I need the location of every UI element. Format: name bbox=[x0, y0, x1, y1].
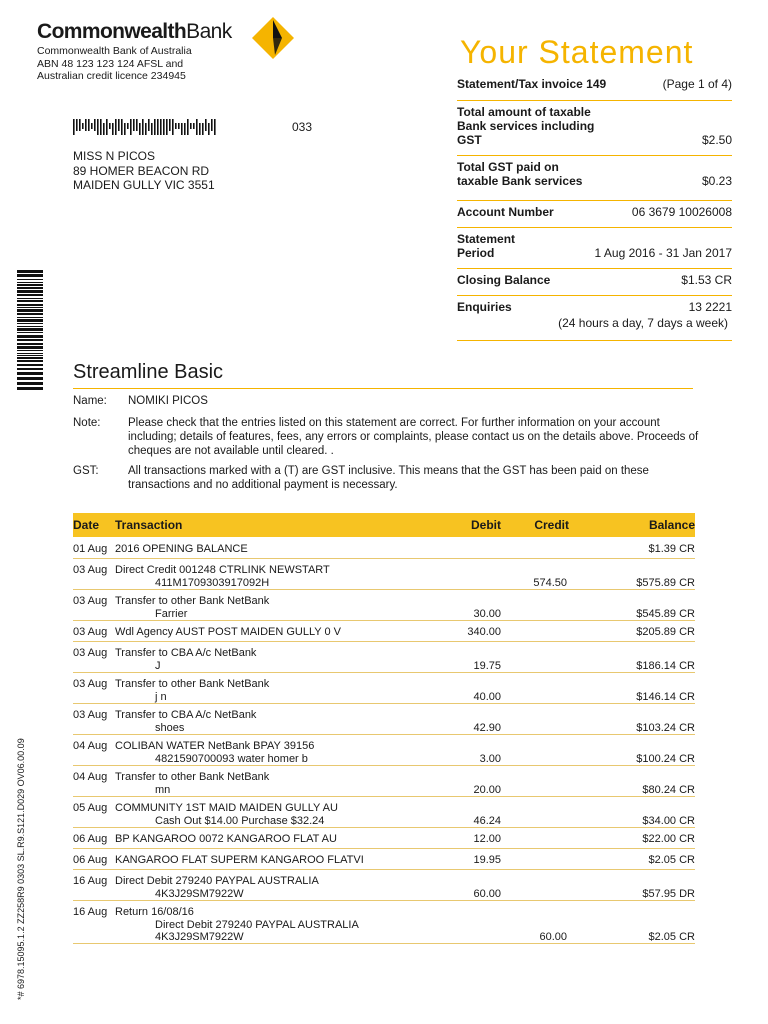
account-title: Streamline Basic bbox=[73, 361, 224, 383]
row-debit: 340.00 bbox=[467, 626, 501, 638]
table-row bbox=[73, 797, 695, 828]
row-description: Transfer to other Bank NetBank Farrier bbox=[115, 595, 270, 620]
table-row bbox=[73, 590, 695, 621]
table-row bbox=[73, 766, 695, 797]
col-credit: Credit bbox=[534, 518, 569, 532]
row-description: Direct Debit 279240 PAYPAL AUSTRALIA 4K3J29SM7922W bbox=[115, 875, 319, 900]
mail-code: 033 bbox=[292, 120, 313, 134]
summary-row bbox=[457, 269, 732, 296]
summary-label: Enquiries bbox=[457, 300, 512, 314]
row-debit: 42.90 bbox=[473, 721, 501, 734]
row-description: Wdl Agency AUST POST MAIDEN GULLY 0 V bbox=[115, 626, 341, 638]
transactions-table bbox=[73, 538, 695, 944]
table-row bbox=[73, 828, 695, 849]
table-row bbox=[73, 704, 695, 735]
row-debit: 20.00 bbox=[473, 783, 501, 796]
row-description: Transfer to CBA A/c NetBank shoes bbox=[115, 709, 257, 734]
summary-value: (Page 1 of 4) bbox=[662, 77, 732, 91]
mailing-address: MISS N PICOS 89 HOMER BEACON RD MAIDEN GULLY VIC 3551 bbox=[73, 149, 215, 192]
summary-label: Account Number bbox=[457, 205, 554, 219]
row-balance: $146.14 CR bbox=[636, 690, 695, 703]
row-description: Direct Credit 001248 CTRLINK NEWSTART 411M1709303917092H bbox=[115, 564, 330, 589]
row-balance: $186.14 CR bbox=[636, 659, 695, 672]
row-debit: 12.00 bbox=[473, 833, 501, 845]
summary-row bbox=[457, 74, 732, 101]
row-description: Transfer to other Bank NetBank mn bbox=[115, 771, 270, 796]
row-balance: $103.24 CR bbox=[636, 721, 695, 734]
row-description: Transfer to other Bank NetBank j n bbox=[115, 678, 270, 703]
row-balance: $100.24 CR bbox=[636, 752, 695, 765]
row-date: 16 Aug bbox=[73, 906, 108, 918]
row-balance: $2.05 CR bbox=[648, 931, 695, 943]
summary-row bbox=[457, 296, 732, 341]
row-date: 06 Aug bbox=[73, 833, 108, 845]
summary-row bbox=[457, 101, 732, 156]
summary-label: Statement Period bbox=[457, 232, 516, 260]
row-date: 01 Aug bbox=[73, 543, 108, 555]
table-row bbox=[73, 901, 695, 944]
table-row bbox=[73, 673, 695, 704]
row-balance: $1.39 CR bbox=[648, 543, 695, 555]
row-debit: 3.00 bbox=[479, 752, 501, 765]
table-row bbox=[73, 559, 695, 590]
row-date: 05 Aug bbox=[73, 802, 108, 814]
row-date: 03 Aug bbox=[73, 564, 108, 576]
table-row bbox=[73, 849, 695, 870]
gst-row: GST: All transactions marked with a (T) are GST inclusive. This means that the GST has been paid on these transactions and no additional payment is necessary. bbox=[73, 465, 649, 491]
summary-label: Statement/Tax invoice 149 bbox=[457, 77, 607, 91]
summary-row bbox=[457, 201, 732, 228]
summary-value: $2.50 bbox=[701, 133, 732, 147]
row-description: KANGAROO FLAT SUPERM KANGAROO FLATVI bbox=[115, 854, 364, 866]
row-debit: 19.75 bbox=[473, 659, 501, 672]
row-balance: $545.89 CR bbox=[636, 607, 695, 620]
row-date: 04 Aug bbox=[73, 771, 108, 783]
col-debit: Debit bbox=[471, 518, 501, 532]
summary-label: Total GST paid on taxable Bank services bbox=[457, 160, 583, 188]
summary-label: Total amount of taxable Bank services including GST bbox=[457, 105, 595, 147]
table-row bbox=[73, 621, 695, 642]
summary-value: 06 3679 10026008 bbox=[631, 205, 732, 219]
summary-value: $1.53 CR bbox=[681, 273, 732, 287]
row-date: 03 Aug bbox=[73, 626, 108, 638]
col-transaction: Transaction bbox=[115, 518, 183, 532]
row-credit: 60.00 bbox=[539, 931, 567, 943]
row-description: COLIBAN WATER NetBank BPAY 39156 4821590700093 water homer b bbox=[115, 740, 315, 765]
row-date: 16 Aug bbox=[73, 875, 108, 887]
col-balance: Balance bbox=[648, 518, 695, 532]
row-balance: $2.05 CR bbox=[648, 854, 695, 866]
row-debit: 30.00 bbox=[473, 607, 501, 620]
name-row: Name: NOMIKI PICOS bbox=[73, 395, 208, 407]
statement-title: Your Statement bbox=[460, 34, 694, 70]
row-description: Return 16/08/16 Direct Debit 279240 PAYPAL AUSTRALIA 4K3J29SM7922W bbox=[115, 906, 359, 943]
summary-label: Closing Balance bbox=[457, 273, 551, 287]
divider bbox=[73, 388, 693, 389]
postal-barcode bbox=[73, 119, 218, 135]
row-balance: $34.00 CR bbox=[642, 814, 695, 827]
row-date: 06 Aug bbox=[73, 854, 108, 866]
row-description: 2016 OPENING BALANCE bbox=[115, 543, 248, 555]
row-debit: 40.00 bbox=[473, 690, 501, 703]
table-row bbox=[73, 538, 695, 559]
summary-row bbox=[457, 228, 732, 269]
row-balance: $22.00 CR bbox=[642, 833, 695, 845]
row-description: BP KANGAROO 0072 KANGAROO FLAT AU bbox=[115, 833, 337, 845]
row-description: Transfer to CBA A/c NetBank J bbox=[115, 647, 257, 672]
bank-logo-text: CommonwealthBank bbox=[37, 20, 232, 43]
summary-value: $0.23 bbox=[701, 174, 732, 188]
vertical-barcode bbox=[17, 270, 43, 390]
row-debit: 60.00 bbox=[473, 887, 501, 900]
summary-value: 1 Aug 2016 - 31 Jan 2017 bbox=[594, 246, 732, 260]
table-header bbox=[73, 513, 695, 537]
bank-details: Commonwealth Bank of Australia ABN 48 123 123 124 AFSL and Australian credit licence 234945 bbox=[37, 45, 192, 82]
row-balance: $575.89 CR bbox=[636, 576, 695, 589]
row-description: COMMUNITY 1ST MAID MAIDEN GULLY AU Cash Out $14.00 Purchase $32.24 bbox=[115, 802, 338, 827]
row-date: 04 Aug bbox=[73, 740, 108, 752]
row-debit: 46.24 bbox=[473, 814, 501, 827]
summary-value: 13 2221 bbox=[688, 300, 732, 314]
note-row: Note: Please check that the entries listed on this statement are correct. For further information on your account including; details of features, fees, any errors or complaints, please contact us on the details above. Proceeds of cheques are not available until cleared. . bbox=[73, 417, 699, 457]
summary-row bbox=[457, 156, 732, 201]
table-row bbox=[73, 870, 695, 901]
row-debit: 19.95 bbox=[473, 854, 501, 866]
summary-extra: (24 hours a day, 7 days a week) bbox=[558, 316, 728, 330]
row-balance: $205.89 CR bbox=[636, 626, 695, 638]
table-row bbox=[73, 735, 695, 766]
statement-summary bbox=[457, 74, 732, 341]
row-date: 03 Aug bbox=[73, 647, 108, 659]
bank-diamond-logo-icon bbox=[252, 17, 294, 59]
row-credit: 574.50 bbox=[533, 576, 567, 589]
table-row bbox=[73, 642, 695, 673]
row-date: 03 Aug bbox=[73, 709, 108, 721]
row-date: 03 Aug bbox=[73, 678, 108, 690]
side-reference-code: *# 6978.15095.1.2 ZZ258R9 0303 SL.R9.S121.D029 OV06.00.09 bbox=[16, 738, 26, 1000]
row-balance: $80.24 CR bbox=[642, 783, 695, 796]
row-balance: $57.95 DR bbox=[642, 887, 695, 900]
row-date: 03 Aug bbox=[73, 595, 108, 607]
col-date: Date bbox=[73, 518, 100, 532]
